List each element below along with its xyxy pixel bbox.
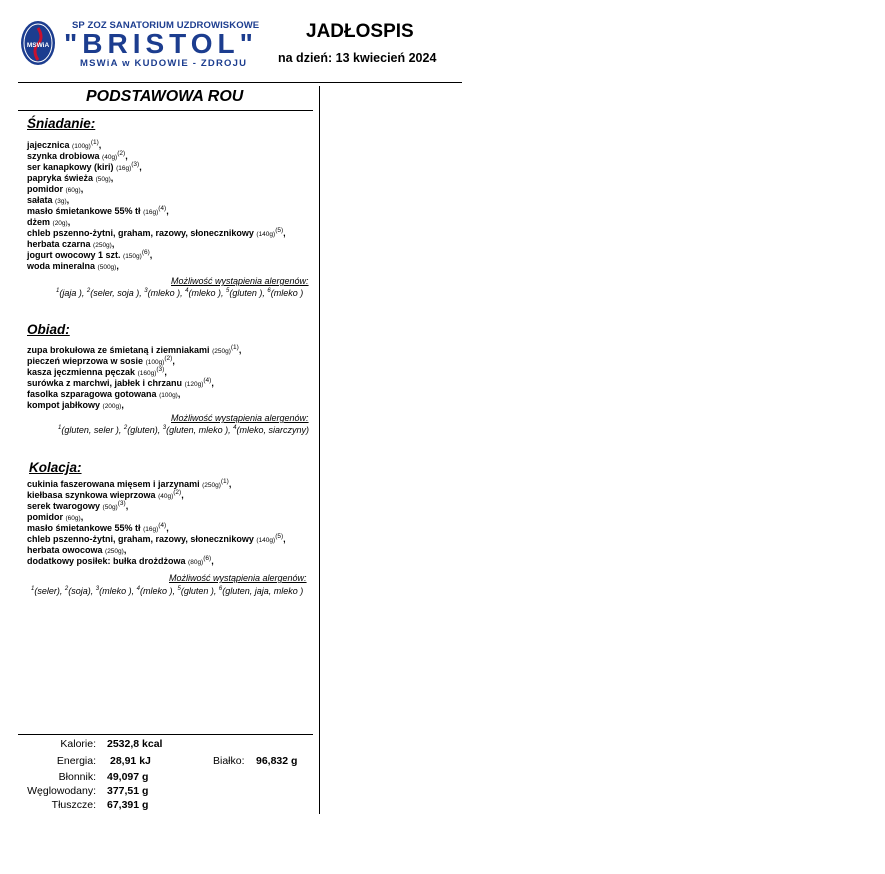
meal-title-breakfast: Śniadanie: bbox=[27, 116, 96, 131]
menu-item-quantity: (160g) bbox=[137, 370, 157, 377]
allergen-number: 3 bbox=[144, 288, 148, 294]
menu-item-name: papryka świeża bbox=[27, 173, 94, 183]
menu-item: woda mineralna (500g), bbox=[27, 261, 119, 271]
energia-label: Energia: bbox=[56, 755, 96, 767]
menu-item: pomidor (60g), bbox=[27, 184, 84, 194]
menu-item-allergen-ref: (2) bbox=[164, 355, 173, 362]
allergen-text: (jaja ) bbox=[59, 288, 82, 298]
menu-item-name: jogurt owocowy 1 szt. bbox=[27, 250, 121, 260]
emblem-text: MSWiA bbox=[26, 42, 50, 49]
weglowodany-label: Węglowodany: bbox=[27, 785, 96, 797]
menu-item-name: sałata bbox=[27, 195, 53, 205]
menu-item-quantity: (50g) bbox=[95, 176, 111, 183]
menu-item-quantity: (40g) bbox=[158, 493, 174, 500]
allergen-number: 1 bbox=[58, 425, 62, 431]
breakfast-items bbox=[27, 140, 317, 272]
menu-item-quantity: (50g) bbox=[102, 504, 118, 511]
menu-item-quantity: (200g) bbox=[102, 403, 122, 410]
kalorie-label: Kalorie: bbox=[60, 738, 96, 750]
bialko-value: 96,832 g bbox=[256, 755, 298, 767]
menu-item-quantity: (16g) bbox=[143, 526, 159, 533]
menu-item-name: pomidor bbox=[27, 184, 63, 194]
allergen-number: 4 bbox=[185, 288, 189, 294]
allergen-number: 3 bbox=[95, 586, 100, 592]
allergen-number: 3 bbox=[162, 425, 167, 431]
allergen-text: (mleko ) bbox=[139, 586, 173, 596]
allergen-text: (mleko ) bbox=[188, 288, 221, 298]
allergen-text: (gluten ) bbox=[180, 586, 214, 596]
breakfast-allergen-title: Możliwość wystąpienia alergenów: bbox=[171, 276, 309, 286]
allergen-number: 1 bbox=[56, 288, 60, 294]
menu-item-quantity: (16g) bbox=[143, 209, 159, 216]
header-divider bbox=[18, 82, 462, 83]
menu-item-allergen-ref: (4) bbox=[158, 522, 167, 529]
allergen-text: (gluten, mleko ) bbox=[166, 425, 229, 435]
menu-item-allergen-ref: (1) bbox=[230, 344, 239, 351]
menu-item: herbata owocowa (250g), bbox=[27, 545, 127, 555]
menu-item: serek twarogowy $(50g)^{(3)}$, bbox=[27, 500, 129, 511]
menu-item-quantity: (100g) bbox=[159, 392, 178, 399]
tluszcze-label: Tłuszcze: bbox=[51, 799, 96, 811]
menu-item-quantity: (100g) bbox=[72, 143, 91, 150]
menu-item-quantity: (250g) bbox=[93, 242, 112, 249]
menu-item: pomidor (60g), bbox=[27, 512, 84, 522]
menu-item-quantity: (20g) bbox=[52, 220, 68, 227]
allergen-number: 4 bbox=[233, 425, 237, 431]
menu-item-name: pomidor bbox=[27, 512, 63, 522]
menu-item: zupa brokułowa ze śmietaną i ziemniakami $(250g)^{(1)}$, bbox=[27, 344, 242, 355]
allergen-text: (mleko ) bbox=[270, 288, 304, 298]
menu-item-allergen-ref: (3) bbox=[156, 366, 165, 373]
menu-item-name: woda mineralna bbox=[27, 261, 96, 271]
allergen-number: 5 bbox=[177, 586, 181, 592]
document-title: JADŁOSPIS bbox=[306, 21, 414, 42]
menu-item: kiełbasa szynkowa wieprzowa $(40g)^{(2)}$, bbox=[27, 489, 184, 500]
menu-item-name: pieczeń wieprzowa w sosie bbox=[27, 356, 144, 366]
menu-item-quantity: (120g) bbox=[184, 381, 204, 388]
logo-top-line: SP ZOZ SANATORIUM UZDROWISKOWE bbox=[72, 20, 260, 31]
menu-item-name: kasza jęczmienna pęczak bbox=[27, 367, 136, 377]
menu-item: herbata czarna (250g), bbox=[27, 239, 115, 249]
menu-item-name: masło śmietankowe 55% tł bbox=[27, 523, 141, 533]
allergen-number: 6 bbox=[267, 288, 271, 294]
menu-item-allergen-ref: (4) bbox=[158, 205, 167, 212]
menu-item: pieczeń wieprzowa w sosie $(100g)^{(2)}$, bbox=[27, 355, 175, 366]
menu-item-quantity: (60g) bbox=[65, 515, 81, 522]
menu-item: dodatkowy posiłek: bułka drożdżowa $(80g)^{(6)}$, bbox=[27, 555, 214, 566]
menu-item-name: herbata czarna bbox=[27, 239, 91, 249]
menu-item-quantity: (250g) bbox=[212, 348, 231, 355]
menu-item: fasolka szparagowa gotowana (100g), bbox=[27, 389, 181, 399]
allergen-text: (mleko, siarczyny) bbox=[236, 425, 310, 435]
menu-item-name: kiełbasa szynkowa wieprzowa bbox=[27, 490, 156, 500]
menu-item-name: dżem bbox=[27, 217, 51, 227]
menu-item: sałata (3g), bbox=[27, 195, 70, 205]
allergen-text: (mleko ) bbox=[99, 586, 132, 596]
blonnik-value: 49,097 g bbox=[107, 771, 149, 783]
menu-item: szynka drobiowa $(40g)^{(2)}$, bbox=[27, 150, 128, 161]
allergen-text: (gluten ) bbox=[229, 288, 263, 298]
menu-item: papryka świeża (50g), bbox=[27, 173, 114, 183]
lunch-items bbox=[27, 345, 317, 411]
menu-item: chleb pszenno-żytni, graham, razowy, słonecznikowy $(140g)^{(5)}$, bbox=[27, 227, 286, 238]
logo-bottom-line: MSWiA w KUDOWIE - ZDROJU bbox=[80, 58, 248, 69]
sanatorium-emblem-icon bbox=[20, 20, 56, 66]
menu-item-name: zupa brokułowa ze śmietaną i ziemniakami bbox=[27, 345, 210, 355]
menu-item: masło śmietankowe 55% tł $(16g)^{(4)}$, bbox=[27, 522, 169, 533]
allergen-text: (mleko ) bbox=[147, 288, 181, 298]
menu-item-allergen-ref: (5) bbox=[275, 533, 284, 540]
menu-item-name: masło śmietankowe 55% tł bbox=[27, 206, 141, 216]
logo-name: "BRISTOL" bbox=[64, 28, 258, 59]
menu-item-name: jajecznica bbox=[27, 140, 70, 150]
menu-item-name: dodatkowy posiłek: bułka drożdżowa bbox=[27, 556, 186, 566]
menu-item-allergen-ref: (2) bbox=[173, 489, 182, 496]
menu-item-quantity: (60g) bbox=[65, 187, 81, 194]
menu-item: cukinia faszerowana mięsem i jarzynami $(250g)^{(1)}$, bbox=[27, 478, 232, 489]
menu-item-quantity: (40g) bbox=[102, 154, 118, 161]
menu-item-allergen-ref: (3) bbox=[131, 161, 140, 168]
menu-item-allergen-ref: (6) bbox=[203, 555, 212, 562]
allergen-text: (seler, soja ) bbox=[90, 288, 140, 298]
menu-item-name: ser kanapkowy (kiri) bbox=[27, 162, 114, 172]
menu-item-name: chleb pszenno-żytni, graham, razowy, słonecznikowy bbox=[27, 228, 254, 238]
menu-item: chleb pszenno-żytni, graham, razowy, słonecznikowy $(140g)^{(5)}$, bbox=[27, 533, 286, 544]
menu-item: dżem (20g), bbox=[27, 217, 71, 227]
lunch-allergen-list: $^1$(gluten, seler ), $^2$(gluten), $^3$(gluten, mleko ), $^4$(mleko, siarczyny) bbox=[58, 425, 310, 435]
diet-heading-underline bbox=[18, 110, 313, 111]
allergen-number: 2 bbox=[86, 288, 91, 294]
meal-title-dinner: Kolacja: bbox=[29, 460, 82, 475]
menu-item: jajecznica $(100g)^{(1)}$, bbox=[27, 139, 102, 150]
allergen-text: (soja) bbox=[68, 586, 91, 596]
allergen-number: 4 bbox=[136, 586, 140, 592]
meal-title-lunch: Obiad: bbox=[27, 322, 70, 337]
menu-item-name: herbata owocowa bbox=[27, 545, 103, 555]
menu-item-allergen-ref: (4) bbox=[203, 377, 212, 384]
allergen-number: 2 bbox=[64, 586, 69, 592]
column-divider bbox=[319, 86, 320, 814]
menu-item-name: surówka z marchwi, jabłek i chrzanu bbox=[27, 378, 183, 388]
breakfast-allergen-list: $^1$(jaja ), $^2$(seler, soja ), $^3$(mleko ), $^4$(mleko ), $^5$(gluten ), $^6$(mleko ) bbox=[56, 288, 304, 298]
allergen-text: (gluten) bbox=[127, 425, 158, 435]
menu-item-allergen-ref: (5) bbox=[275, 227, 284, 234]
dinner-allergen-title: Możliwość wystąpienia alergenów: bbox=[169, 573, 307, 583]
menu-item-allergen-ref: (1) bbox=[220, 478, 229, 485]
allergen-text: (gluten, seler ) bbox=[61, 425, 119, 435]
allergen-number: 2 bbox=[123, 425, 128, 431]
allergen-text: (seler) bbox=[34, 586, 60, 596]
menu-item: jogurt owocowy 1 szt. $(150g)^{(6)}$, bbox=[27, 249, 153, 260]
menu-item-allergen-ref: (2) bbox=[117, 150, 126, 157]
allergen-number: 1 bbox=[31, 586, 35, 592]
menu-item-quantity: (16g) bbox=[116, 165, 132, 172]
allergen-number: 6 bbox=[218, 586, 223, 592]
menu-item-name: chleb pszenno-żytni, graham, razowy, słonecznikowy bbox=[27, 534, 254, 544]
weglowodany-value: 377,51 g bbox=[107, 785, 149, 797]
menu-item-name: fasolka szparagowa gotowana bbox=[27, 389, 157, 399]
menu-item-allergen-ref: (1) bbox=[90, 139, 99, 146]
menu-item-quantity: (250g) bbox=[202, 482, 221, 489]
menu-item: kasza jęczmienna pęczak $(160g)^{(3)}$, bbox=[27, 366, 167, 377]
blonnik-label: Błonnik: bbox=[58, 771, 96, 783]
diet-name: PODSTAWOWA ROU bbox=[86, 88, 244, 105]
menu-item: surówka z marchwi, jabłek i chrzanu $(120g)^{(4)}$, bbox=[27, 377, 214, 388]
menu-item-name: kompot jabłkowy bbox=[27, 400, 101, 410]
menu-item-quantity: (140g) bbox=[256, 231, 276, 238]
allergen-number: 5 bbox=[226, 288, 230, 294]
dinner-items bbox=[27, 479, 317, 567]
tluszcze-value: 67,391 g bbox=[107, 799, 149, 811]
menu-item: ser kanapkowy (kiri) $(16g)^{(3)}$, bbox=[27, 161, 142, 172]
menu-item-allergen-ref: (6) bbox=[141, 249, 150, 256]
menu-item: masło śmietankowe 55% tł $(16g)^{(4)}$, bbox=[27, 205, 169, 216]
allergen-text: (gluten, jaja, mleko ) bbox=[222, 586, 304, 596]
menu-item: kompot jabłkowy (200g), bbox=[27, 400, 124, 410]
menu-item-name: serek twarogowy bbox=[27, 501, 101, 511]
menu-item-quantity: (150g) bbox=[123, 253, 142, 260]
dinner-allergen-list: $^1$(seler), $^2$(soja), $^3$(mleko ), $^4$(mleko ), $^5$(gluten ), $^6$(gluten, jaja, mleko ) bbox=[31, 586, 304, 596]
menu-item-allergen-ref: (3) bbox=[117, 500, 126, 507]
menu-item-quantity: (80g) bbox=[188, 559, 204, 566]
nutrition-divider bbox=[18, 734, 313, 735]
menu-item-quantity: (250g) bbox=[105, 548, 124, 555]
kalorie-value: 2532,8 kcal bbox=[107, 738, 163, 750]
menu-item-quantity: (3g) bbox=[55, 198, 67, 205]
menu-item-name: cukinia faszerowana mięsem i jarzynami bbox=[27, 479, 200, 489]
energia-value: 28,91 kJ bbox=[110, 755, 151, 767]
document-date: na dzień: 13 kwiecień 2024 bbox=[278, 51, 437, 65]
lunch-allergen-title: Możliwość wystąpienia alergenów: bbox=[171, 413, 309, 423]
bialko-label: Białko: bbox=[213, 755, 245, 767]
menu-item-quantity: (500g) bbox=[97, 264, 117, 271]
menu-item-name: szynka drobiowa bbox=[27, 151, 100, 161]
menu-item-quantity: (100g) bbox=[145, 359, 165, 366]
menu-item-quantity: (140g) bbox=[256, 537, 276, 544]
